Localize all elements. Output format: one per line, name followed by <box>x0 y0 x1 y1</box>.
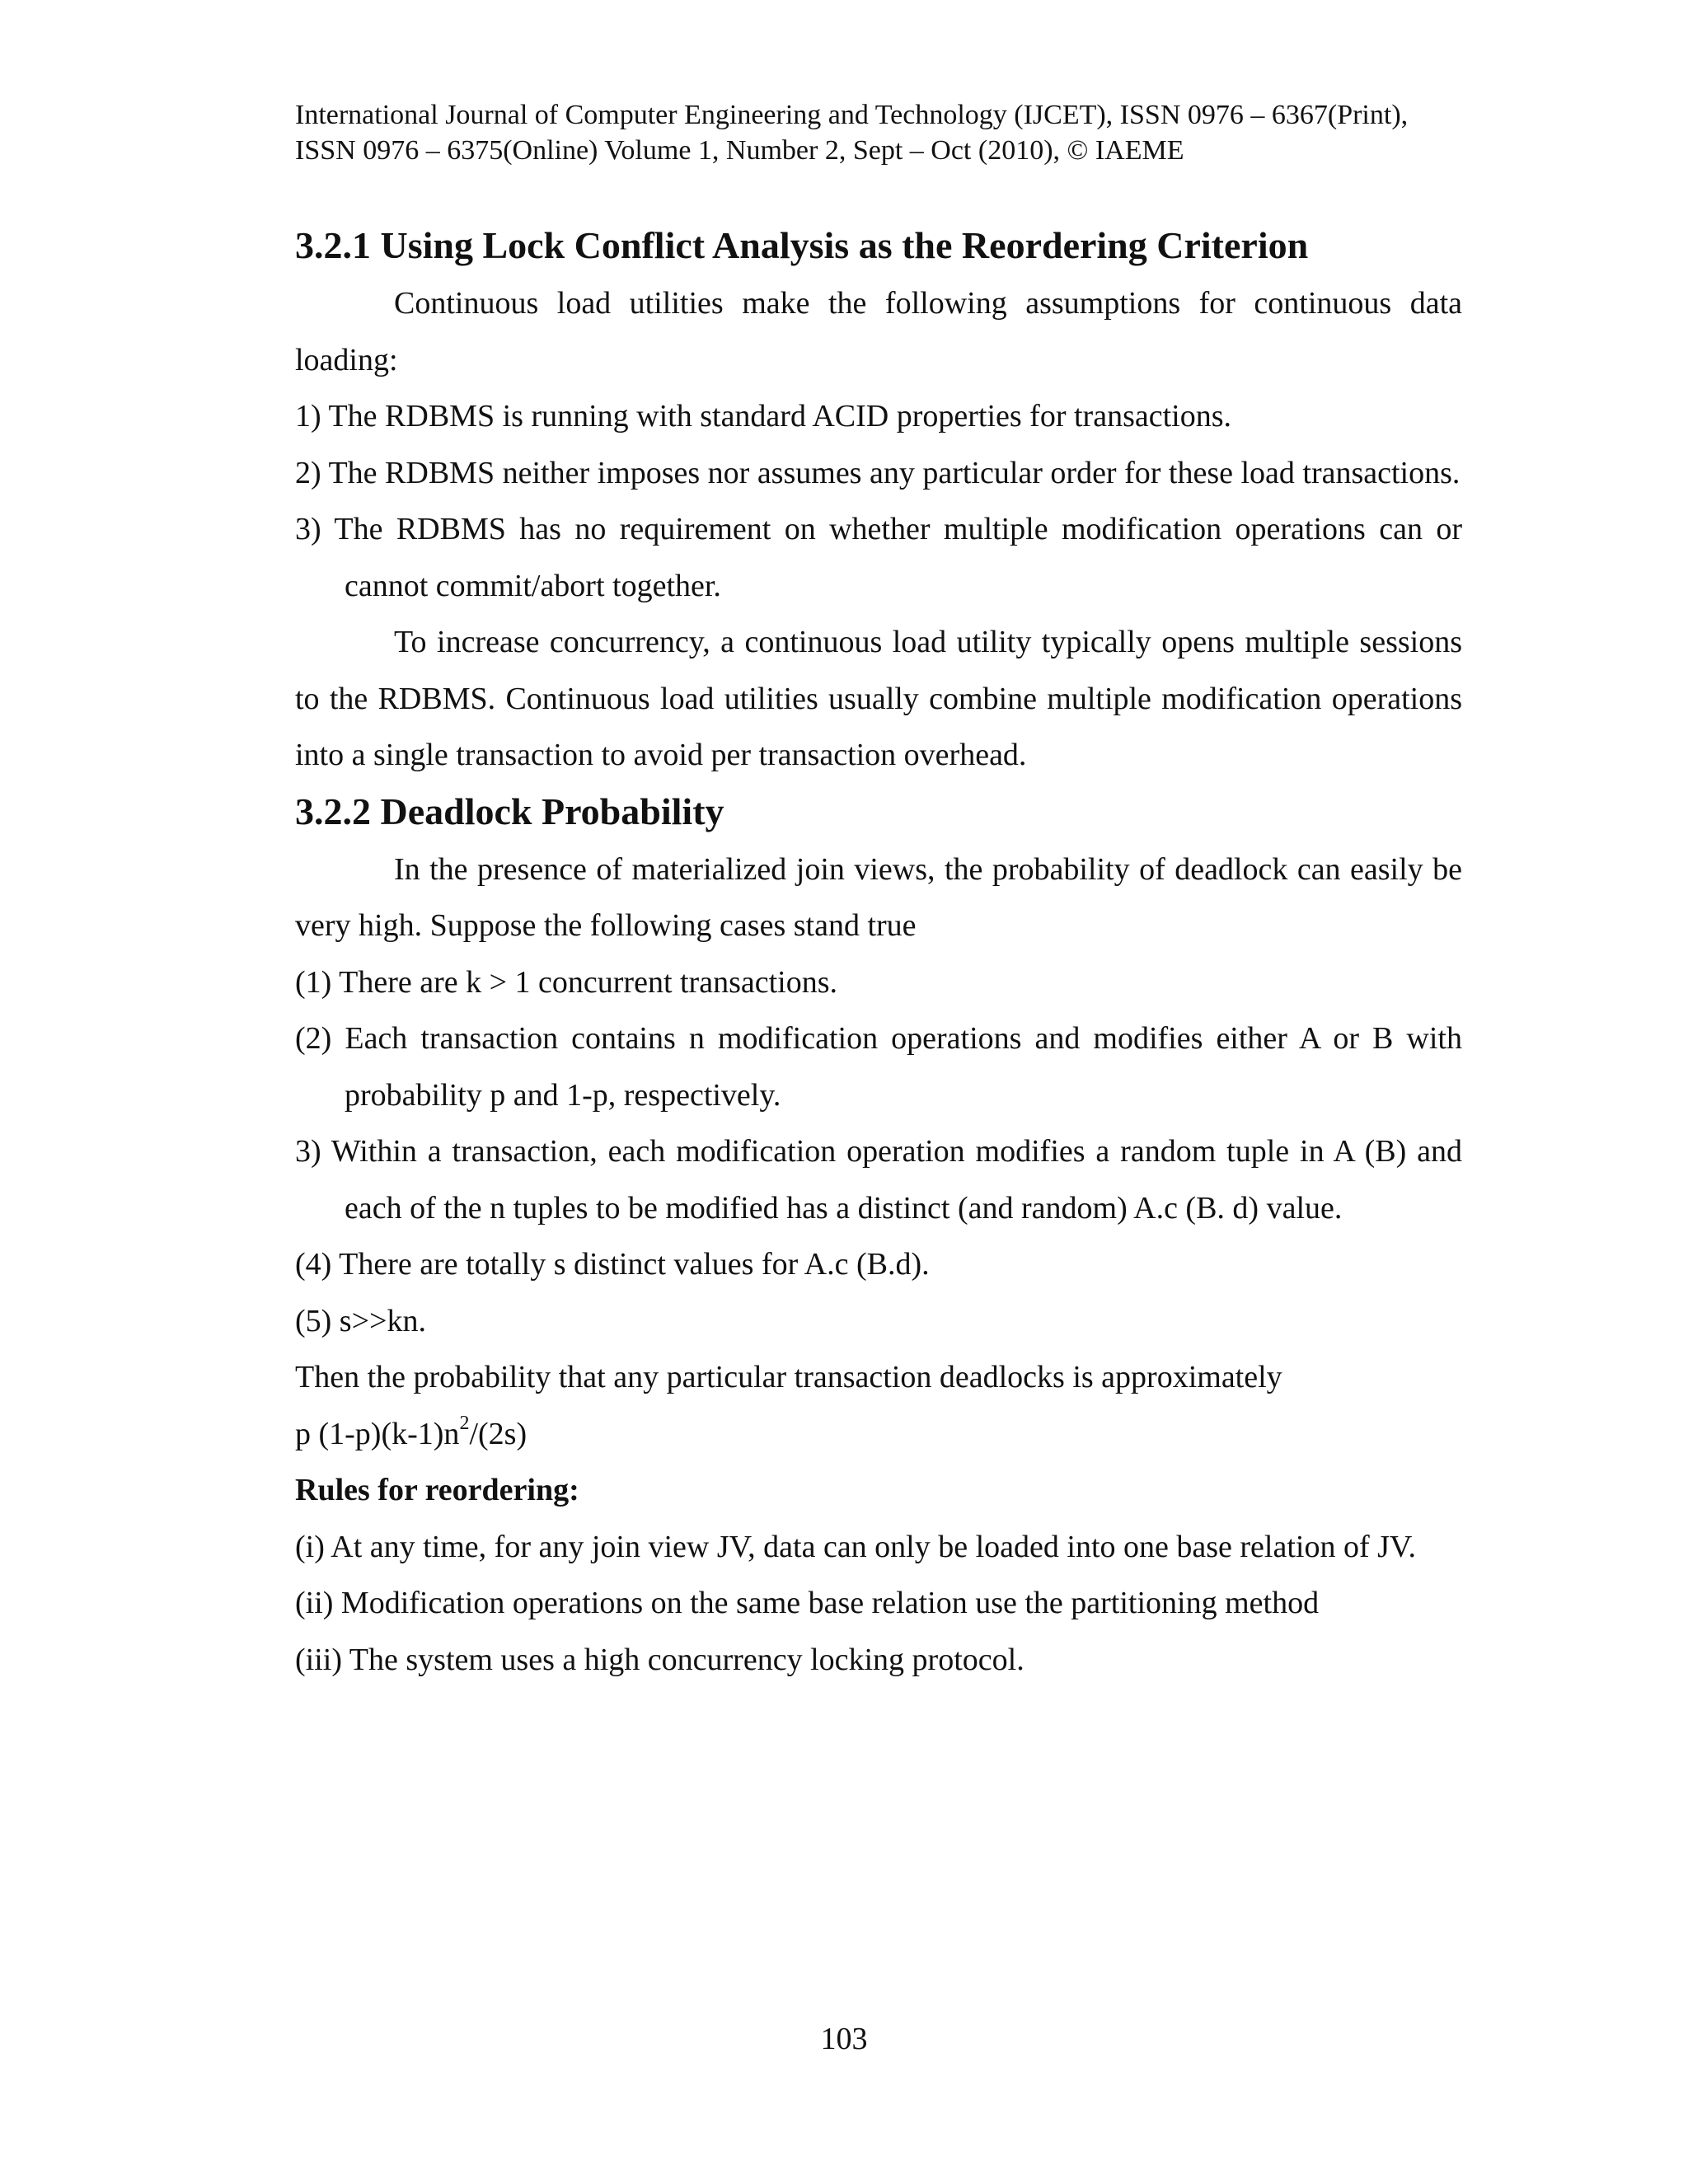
formula-base: p (1-p)(k-1)n <box>295 1416 460 1451</box>
section-3-2-2-intro: In the presence of materialized join views, the probability of deadlock can easily be very high. Suppose the following cases stand true <box>295 851 1462 943</box>
case-item: 3) Within a transaction, each modification operation modifies a random tuple in A (B) and each of the n tuples to be modified has a distinct (and random) A.c (B. d) value. <box>295 1134 1462 1226</box>
header-line-2: ISSN 0976 – 6375(Online) Volume 1, Number 2, Sept – Oct (2010), © IAEME <box>295 135 1184 166</box>
body-text <box>295 223 1462 1688</box>
section-heading-3-2-1: 3.2.1 Using Lock Conflict Analysis as the Reordering Criterion <box>295 224 1309 266</box>
rule-item: (ii) Modification operations on the same base relation use the partitioning method <box>295 1586 1320 1620</box>
case-item: (5) s>>kn. <box>295 1303 426 1338</box>
deadlock-conclusion: Then the probability that any particular transaction deadlocks is approximately <box>295 1360 1282 1394</box>
formula-exponent: 2 <box>459 1412 470 1434</box>
deadlock-formula <box>295 1406 1462 1463</box>
rule-item: (i) At any time, for any join view JV, data can only be loaded into one base relation of JV. <box>295 1529 1416 1564</box>
case-item: (2) Each transaction contains n modification operations and modifies either A or B with probability p and 1-p, respectively. <box>295 1021 1462 1113</box>
rules-heading: Rules for reordering: <box>295 1473 579 1507</box>
header-line-1: International Journal of Computer Engineering and Technology (IJCET), ISSN 0976 – 6367(Print), <box>295 100 1409 130</box>
case-item: (1) There are k > 1 concurrent transactions. <box>295 964 838 1000</box>
page-number: 103 <box>820 2022 868 2056</box>
case-item: (4) There are totally s distinct values for A.c (B.d). <box>295 1247 930 1282</box>
section-3-2-1-intro: Continuous load utilities make the following assumptions for continuous data loading: <box>295 286 1462 377</box>
rule-item: (iii) The system uses a high concurrency locking protocol. <box>295 1642 1025 1677</box>
running-header <box>295 97 1482 168</box>
assumption-item: 1) The RDBMS is running with standard ACID properties for transactions. <box>295 399 1231 434</box>
section-heading-3-2-2: 3.2.2 Deadlock Probability <box>295 790 724 832</box>
assumption-item: 3) The RDBMS has no requirement on whether multiple modification operations can or cannot commit/abort together. <box>295 512 1462 603</box>
formula-tail: /(2s) <box>469 1416 528 1451</box>
section-3-2-1-paragraph: To increase concurrency, a continuous load utility typically opens multiple sessions to the RDBMS. Continuous load utilities usually combine multiple modification operations into a single transaction to avoid per transaction overhead. <box>295 625 1462 772</box>
assumption-item: 2) The RDBMS neither imposes nor assumes any particular order for these load transactions. <box>295 455 1461 490</box>
